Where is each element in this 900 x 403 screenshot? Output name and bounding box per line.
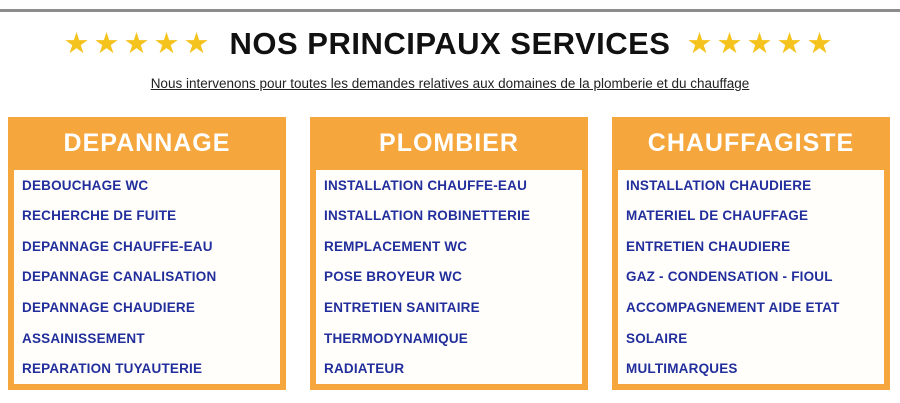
service-item[interactable]: RADIATEUR	[324, 361, 405, 377]
card-plombier-title: PLOMBIER	[379, 129, 519, 157]
section-header	[0, 28, 900, 59]
service-item[interactable]: SOLAIRE	[626, 330, 688, 346]
service-item[interactable]: DEPANNAGE CANALISATION	[22, 269, 217, 285]
service-item[interactable]: MATERIEL DE CHAUFFAGE	[626, 208, 809, 224]
service-item[interactable]: DEPANNAGE CHAUDIERE	[22, 300, 196, 316]
service-item[interactable]: ENTRETIEN SANITAIRE	[324, 300, 480, 316]
card-depannage-list	[14, 170, 280, 384]
service-item[interactable]: INSTALLATION CHAUFFE-EAU	[324, 177, 528, 193]
service-item[interactable]: ACCOMPAGNEMENT AIDE ETAT	[626, 300, 840, 316]
service-item[interactable]: RECHERCHE DE FUITE	[22, 208, 177, 224]
card-chauffagiste	[612, 117, 890, 390]
service-item[interactable]: INSTALLATION ROBINETTERIE	[324, 208, 531, 224]
stars-right-icon: ★★★★★	[686, 28, 837, 60]
service-item[interactable]: DEBOUCHAGE WC	[22, 177, 149, 193]
service-item[interactable]: REPARATION TUYAUTERIE	[22, 361, 203, 377]
card-depannage	[8, 117, 286, 390]
service-item[interactable]: GAZ - CONDENSATION - FIOUL	[626, 269, 833, 285]
card-chauffagiste-list	[618, 170, 884, 384]
service-item[interactable]: DEPANNAGE CHAUFFE-EAU	[22, 238, 213, 254]
stars-left-icon: ★★★★★	[63, 28, 214, 60]
card-plombier	[310, 117, 588, 390]
top-divider	[0, 9, 900, 12]
section-subtitle: Nous intervenons pour toutes les demandes relatives aux domaines de la plomberie et du chauffage	[150, 76, 750, 91]
service-item[interactable]: THERMODYNAMIQUE	[324, 330, 468, 346]
card-chauffagiste-title: CHAUFFAGISTE	[647, 129, 855, 157]
page-title: NOS PRINCIPAUX SERVICES	[229, 26, 671, 61]
service-item[interactable]: ENTRETIEN CHAUDIERE	[626, 238, 791, 254]
service-item[interactable]: INSTALLATION CHAUDIERE	[626, 177, 812, 193]
service-item[interactable]: POSE BROYEUR WC	[324, 269, 463, 285]
card-plombier-list	[316, 170, 582, 384]
service-item[interactable]: REMPLACEMENT WC	[324, 238, 468, 254]
card-depannage-title: DEPANNAGE	[63, 129, 231, 157]
service-item[interactable]: MULTIMARQUES	[626, 361, 738, 377]
service-cards	[8, 117, 890, 390]
service-item[interactable]: ASSAINISSEMENT	[22, 330, 145, 346]
